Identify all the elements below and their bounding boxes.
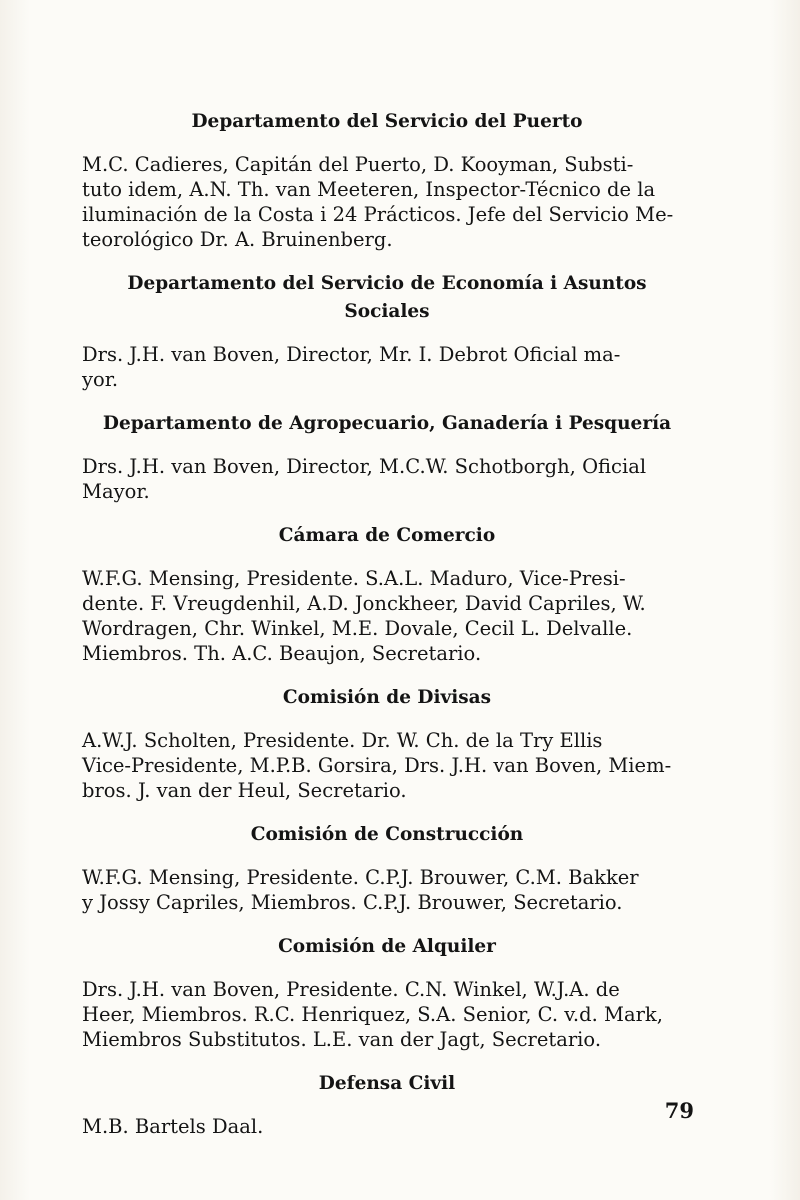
section-body-defensa-civil [82, 1114, 692, 1139]
text-line: dente. F. Vreugdenhil, A.D. Jonckheer, David Capriles, W. [82, 592, 646, 615]
text-line: Wordragen, Chr. Winkel, M.E. Dovale, Cecil L. Delvalle. [82, 617, 633, 640]
text-line: A.W.J. Scholten, Presidente. Dr. W. Ch. de la Try Ellis [82, 729, 603, 752]
section-heading-construccion: Comisión de Construcción [250, 824, 524, 845]
section-heading-servicio-puerto: Departamento del Servicio del Puerto [191, 111, 583, 132]
text-line: teorológico Dr. A. Bruinenberg. [82, 228, 393, 251]
text-line: bros. J. van der Heul, Secretario. [82, 779, 407, 802]
text-line: M.C. Cadieres, Capitán del Puerto, D. Kooyman, Substi- [82, 153, 634, 176]
section-heading-divisas: Comisión de Divisas [282, 687, 492, 708]
text-line: Vice-Presidente, M.P.B. Gorsira, Drs. J.H. van Boven, Miem- [82, 754, 672, 777]
section-heading-camara-comercio: Cámara de Comercio [278, 525, 496, 546]
section-body-servicio-puerto [82, 152, 692, 252]
text-line: Miembros Substitutos. L.E. van der Jagt, Secretario. [82, 1028, 602, 1051]
text-line: Heer, Miembros. R.C. Henriquez, S.A. Senior, C. v.d. Mark, [82, 1003, 663, 1026]
section-body-alquiler [82, 977, 692, 1052]
text-line: M.B. Bartels Daal. [82, 1115, 264, 1138]
text-line: Drs. J.H. van Boven, Director, M.C.W. Schotborgh, Oficial [82, 455, 647, 478]
text-line: Miembros. Th. A.C. Beaujon, Secretario. [82, 642, 482, 665]
page-number: 79 [664, 1098, 694, 1123]
section-body-camara-comercio [82, 566, 692, 666]
section-heading-agropecuario: Departamento de Agropecuario, Ganadería i Pesquería [102, 413, 672, 434]
text-line: tuto idem, A.N. Th. van Meeteren, Inspector-Técnico de la [82, 178, 656, 201]
section-body-economia [82, 342, 692, 392]
text-line: Mayor. [82, 480, 150, 503]
text-line: Drs. J.H. van Boven, Presidente. C.N. Winkel, W.J.A. de [82, 978, 620, 1001]
text-line: y Jossy Capriles, Miembros. C.P.J. Brouwer, Secretario. [82, 891, 623, 914]
section-body-agropecuario [82, 454, 692, 504]
section-heading-alquiler: Comisión de Alquiler [278, 936, 496, 957]
section-body-divisas [82, 728, 692, 803]
page-content [82, 108, 692, 1157]
text-line: Drs. J.H. van Boven, Director, Mr. I. Debrot Oficial ma- [82, 343, 621, 366]
text-line: iluminación de la Costa i 24 Prácticos. Jefe del Servicio Me- [82, 203, 674, 226]
text-line: W.F.G. Mensing, Presidente. S.A.L. Maduro, Vice-Presi- [82, 567, 626, 590]
section-heading-economia: Departamento del Servicio de Economía i Asuntos Sociales [127, 273, 647, 322]
section-heading-defensa-civil: Defensa Civil [318, 1073, 456, 1094]
section-body-construccion [82, 865, 692, 915]
text-line: yor. [82, 368, 119, 391]
text-line: W.F.G. Mensing, Presidente. C.P.J. Brouwer, C.M. Bakker [82, 866, 639, 889]
